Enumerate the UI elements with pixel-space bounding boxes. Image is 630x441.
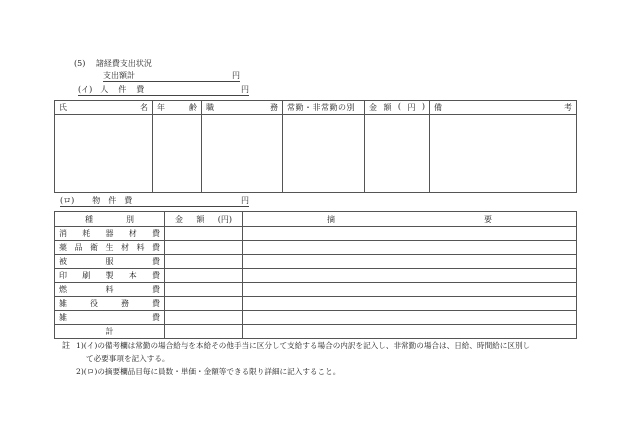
header-employment-type: 常勤・非常勤の別: [283, 101, 365, 115]
goods-expense-line: [60, 195, 249, 207]
header-duty: 職 務: [202, 101, 283, 115]
amount-field[interactable]: [365, 115, 430, 193]
summary-field[interactable]: [243, 283, 577, 297]
amount-field[interactable]: [165, 241, 243, 255]
note-2: 2)(ロ)の摘要欄品目毎に員数・単価・金額等できる限り詳細に記入すること。: [76, 367, 341, 376]
employment-type-field[interactable]: [283, 115, 365, 193]
personnel-entry-row: [55, 115, 577, 193]
category-label: 消 耗 器 材 費: [55, 227, 165, 241]
section-number: (5): [74, 59, 86, 68]
category-label: 薬 品 衛 生 材 料 費: [55, 241, 165, 255]
goods-label-char: 件: [108, 196, 117, 205]
category-label: 被 服 費: [55, 255, 165, 269]
goods-table: [54, 211, 577, 339]
section-title: 諸経費支出状況: [95, 59, 152, 68]
name-field[interactable]: [55, 115, 153, 193]
amount-field[interactable]: [165, 283, 243, 297]
goods-header-row: [55, 212, 577, 227]
goods-row-printing: [55, 269, 577, 283]
section-heading: [74, 58, 152, 69]
note-1-continued: て必要事項を記入する。: [86, 354, 170, 363]
category-label: 燃 料 費: [55, 283, 165, 297]
header-category: 種 別: [55, 212, 165, 227]
personnel-header-row: [55, 101, 577, 115]
total-amount-field[interactable]: [165, 325, 243, 339]
category-label: 印 刷 製 本 費: [55, 269, 165, 283]
total-expenditure-label: 支出額計: [103, 71, 135, 80]
notes-prefix: 註: [62, 341, 70, 350]
personnel-label-char: 人: [100, 85, 109, 94]
amount-field[interactable]: [165, 227, 243, 241]
personnel-table: [54, 100, 577, 193]
duty-field[interactable]: [202, 115, 283, 193]
header-name: 氏 名: [55, 101, 153, 115]
category-label: 雑 役 務 費: [55, 297, 165, 311]
personnel-prefix: (イ): [78, 85, 93, 94]
personnel-unit: 円: [241, 85, 249, 94]
remarks-field[interactable]: [430, 115, 577, 193]
age-field[interactable]: [153, 115, 202, 193]
summary-field[interactable]: [243, 227, 577, 241]
note-1: 1)(イ)の備考欄は常勤の場合給与を本給その他手当に区分して支給する場合の内訳を記入し、非常勤の場合は、日給、時間給に区別し: [76, 341, 531, 350]
total-expenditure-unit: 円: [232, 71, 240, 80]
header-age: 年 齢: [153, 101, 202, 115]
goods-row-fuel: [55, 283, 577, 297]
summary-field[interactable]: [243, 269, 577, 283]
goods-row-total: [55, 325, 577, 339]
goods-row-consumables: [55, 227, 577, 241]
header-summary: 摘 要: [243, 212, 577, 227]
personnel-expense-line: [78, 84, 249, 96]
summary-field[interactable]: [243, 241, 577, 255]
total-label: 計: [55, 325, 165, 339]
goods-prefix: (ロ): [60, 196, 75, 205]
summary-field[interactable]: [243, 255, 577, 269]
header-goods-amount: 金 額 (円): [165, 212, 243, 227]
personnel-label-char: 件: [118, 85, 127, 94]
goods-row-medical-supplies: [55, 241, 577, 255]
amount-field[interactable]: [165, 269, 243, 283]
personnel-label-char: 費: [136, 85, 145, 94]
goods-row-misc-services: [55, 297, 577, 311]
goods-unit: 円: [241, 196, 249, 205]
total-expenditure-line: [103, 70, 240, 82]
header-amount: 金 額 ( 円 ): [365, 101, 430, 115]
header-remarks: 備 考: [430, 101, 577, 115]
goods-row-clothing: [55, 255, 577, 269]
summary-field[interactable]: [243, 311, 577, 325]
category-label: 雑 費: [55, 311, 165, 325]
amount-field[interactable]: [165, 297, 243, 311]
goods-label-char: 物: [92, 196, 101, 205]
goods-row-misc: [55, 311, 577, 325]
total-summary-field[interactable]: [243, 325, 577, 339]
amount-field[interactable]: [165, 311, 243, 325]
summary-field[interactable]: [243, 297, 577, 311]
amount-field[interactable]: [165, 255, 243, 269]
goods-label-char: 費: [124, 196, 133, 205]
